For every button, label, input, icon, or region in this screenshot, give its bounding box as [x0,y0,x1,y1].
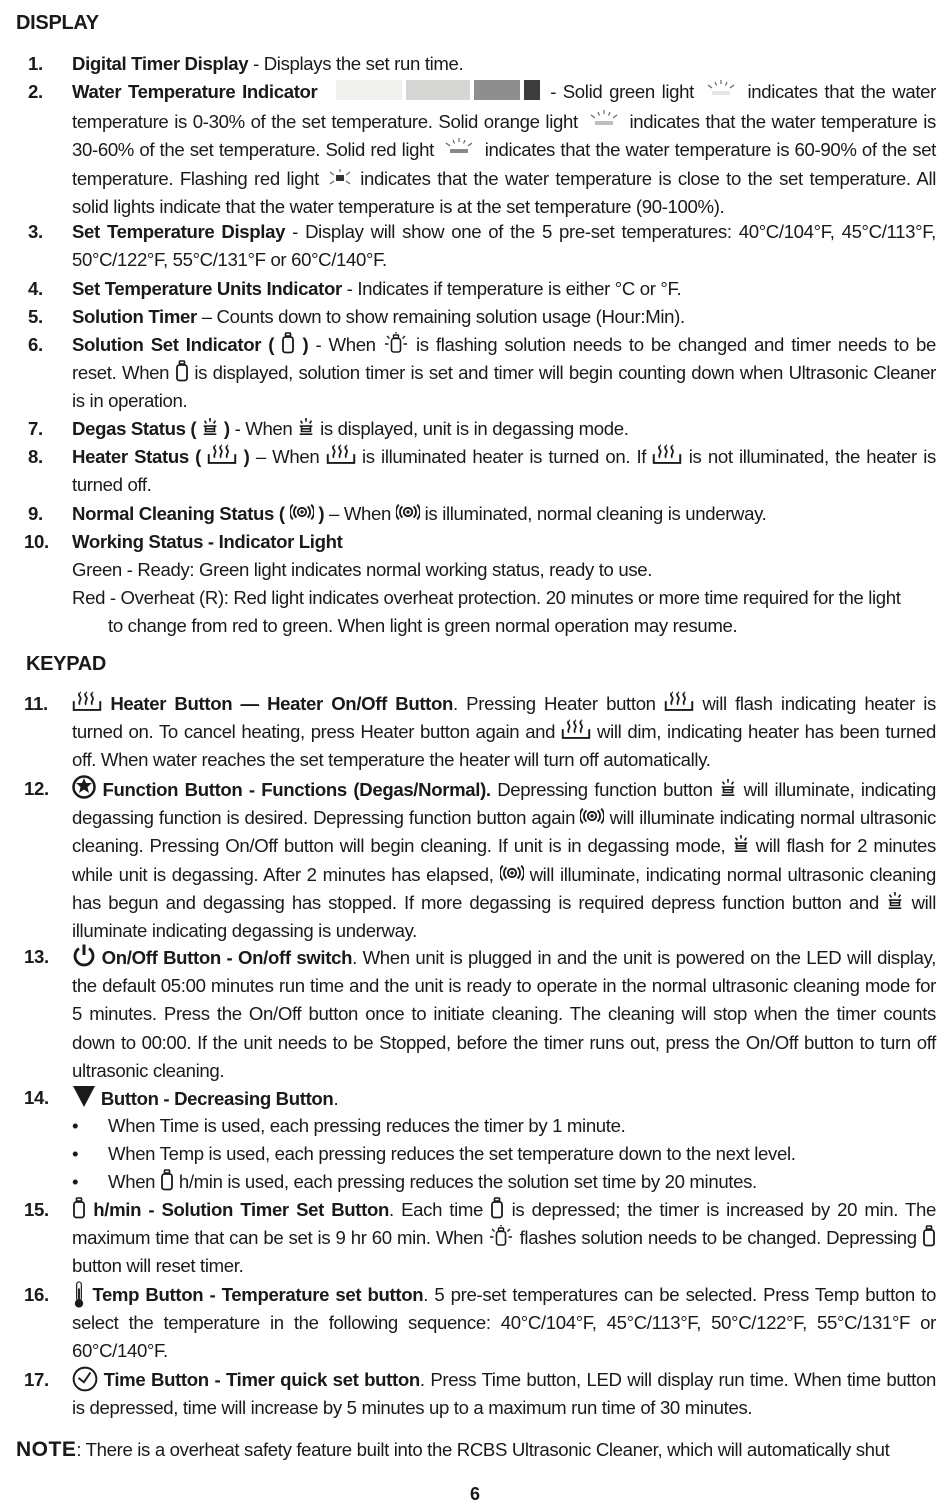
item-text: – When [249,446,320,467]
note [16,1436,936,1464]
solution-bottle-icon [490,1197,504,1219]
solution-flashing-icon [488,1225,514,1247]
degas-icon [201,416,219,438]
item-text: - Display will show one of the 5 pre-set temperatures: 40°C/104°F, 45°C/113°F, 50°C/122°F, 55°C/131°F or 60°C/140°F. [72,221,936,271]
item-number: 17. [24,1369,49,1390]
list-item-8 [28,443,936,499]
swatch-orange [406,80,470,100]
item-title: Solution Set Indicator ( [72,334,275,355]
item-text: - When [308,334,376,355]
degas-icon [886,890,904,912]
item-text: . When unit is plugged in and the unit is powered on the LED will display, the default 05:00 minutes run time and the unit is ready to operate in the normal ultrasonic cleaning mode for 5 minutes. Press the On/Off button once to initiate cleaning. The cleaning will stop when the timer counts down to 00:00. If the unit needs to be Stopped, before the timer runs out, press the On/Off button to turn off ultrasonic cleaning. [72,947,937,1081]
item-title: Heater Button — Heater On/Off Button [110,693,454,714]
item-title-end: ) [223,418,230,439]
degas-icon [732,833,750,855]
item-text: - When [229,418,293,439]
item-title-end: ) [318,503,325,524]
item-text: is flashing solution needs to be changed and timer needs to be reset. When [72,334,936,384]
item-text: indicates that the water temperature is 0-30% of the set temperature. Solid orange light [72,81,936,133]
solution-bottle-icon [281,332,295,354]
item-number: 12. [24,778,49,799]
heater-icon [652,444,682,466]
item-text: Green - Ready: Green light indicates normal working status, ready to use. [72,559,653,580]
thermometer-icon [72,1281,86,1309]
item-text: will illuminate indicating degassing is underway. [72,891,936,942]
bullet-dot-icon: • [72,1115,79,1136]
item-number: 8. [28,446,43,467]
bullet-dot-icon: • [72,1171,79,1192]
power-icon [72,943,96,967]
normal-cleaning-icon [396,501,420,523]
item-title: Working Status - Indicator Light [72,531,343,552]
note-label: NOTE [16,1438,77,1461]
list-item-12 [24,775,936,945]
item-number: 2. [28,81,43,102]
item-text: will illuminate, indicating normal ultrasonic cleaning has begun and degassing has stopped. If more degassing is required depress function button and [72,863,936,913]
solution-bottle-icon [922,1225,936,1247]
solution-bottle-icon [72,1197,86,1219]
solution-flashing-icon [383,332,409,354]
item-title: h/min - Solution Timer Set Button [93,1199,389,1220]
item-title-end: ) [243,446,250,467]
status-red-line [72,584,936,640]
item-number: 13. [24,946,49,967]
item-text: Depressing function button [497,779,713,800]
heater-icon [207,444,237,466]
heater-icon [72,691,102,713]
item-number: 4. [28,278,43,299]
item-number: 11. [24,693,48,714]
list-item-1 [28,50,936,78]
degas-icon [297,416,315,438]
item-text: h/min is used, each pressing reduces the solution set time by 20 minutes. [178,1171,757,1192]
item-title: Digital Timer Display [72,53,249,74]
item-number: 6. [28,334,43,355]
swatch-red [474,80,520,100]
item-text: indicates that the water temperature is 30-60% of the set temperature. Solid red light [72,111,937,161]
item-number: 7. [28,418,43,439]
list-item-17 [24,1366,936,1422]
red-light-icon [439,137,479,159]
item-text: . 5 pre-set temperatures can be selected. Press Temp button to select the temperature in the following sequence: 40°C/104°F, 45°C/113°F, 50°C/122°F, 55°C/131°F or 60°C/140°F. [72,1284,936,1362]
item-title: On/Off Button - On/off switch [101,947,353,968]
item-title: Heater Status ( [72,446,202,467]
item-title: Degas Status ( [72,418,197,439]
item-title: Solution Timer [72,306,197,327]
normal-cleaning-icon [580,805,604,827]
degas-icon [719,777,737,799]
item-number: 9. [28,503,43,524]
item-title: Function Button - Functions (Degas/Normal). [102,779,491,800]
item-text: - Indicates if temperature is either °C or °F. [341,278,682,299]
heater-icon [664,691,694,713]
bullet-dot-icon: • [72,1143,79,1164]
list-item-3 [28,218,936,274]
normal-cleaning-icon [500,862,524,884]
item-title: Time Button - Timer quick set button [103,1369,420,1390]
item-title: Water Temperature Indicator [72,81,318,102]
item-text: will flash indicating heater is turned on. To cancel heating, press Heater button again and [72,693,936,743]
item-text: . Each time [389,1199,484,1220]
item-number: 16. [24,1284,49,1305]
swatch-flashing-red [524,80,540,100]
item-number: 3. [28,221,43,242]
item-text: will flash for 2 minutes while unit is degassing. After 2 minutes has elapsed, [72,835,936,885]
list-item-5 [28,303,936,331]
swatch-green [336,80,402,100]
page-number: 6 [469,1484,480,1504]
list-item-6 [28,331,936,416]
item-text: - Solid green light [550,81,694,102]
item-text: . Press Time button, LED will display run time. When time button is depressed, time will increase by 5 minutes up to a maximum run time of 30 minutes. [72,1369,936,1419]
item-text: will illuminate, indicating degassing function is desired. Depressing function button again [72,779,936,829]
solution-bottle-icon [160,1169,174,1191]
list-item-11 [24,690,936,775]
item-text: flashes solution needs to be changed. Depressing [519,1227,917,1249]
normal-cleaning-icon [290,501,314,523]
item-text: – Counts down to show remaining solution usage (Hour:Min). [196,306,685,327]
item-text: – When [324,503,391,524]
item-text: is displayed, solution timer is set and timer will begin counting down when Ultrasonic Cleaner is in operation. [72,362,936,412]
list-item-2 [28,78,937,221]
clock-icon [72,1366,98,1392]
item-text: - Displays the set run time. [248,53,464,74]
item-text: . Pressing Heater button [453,693,656,714]
item-title: Button - Decreasing Button [100,1088,334,1109]
item-text: will dim, indicating heater has been turned off. When water reaches the set temperature the heater will turn off automatically. [72,721,936,771]
item-text: Red - Overheat (R): Red light indicates overheat protection. 20 minutes or more time required for the light [72,587,901,608]
list-item-4 [28,275,936,303]
item-title-end: ) [302,334,309,355]
list-item-14 [24,1084,936,1113]
list-item-9 [28,500,936,528]
item-text: button will reset timer. [72,1255,244,1277]
item-text: is illuminated heater is turned on. If [362,446,647,467]
decrease-triangle-icon [72,1084,96,1108]
flashing-red-light-icon [326,166,354,188]
item-title: Set Temperature Display [72,221,286,242]
item-title: Set Temperature Units Indicator [72,278,342,299]
item-number: 10. [24,531,49,552]
green-light-icon [701,79,741,101]
item-text: will illuminate indicating normal ultrasonic cleaning. Pressing On/Off button will begin cleaning. If unit is in degassing mode, [72,807,936,857]
note-text: : There is a overheat safety feature built into the RCBS Ultrasonic Cleaner, which will automatically shut [76,1439,890,1460]
item-text: is depressed; the timer is increased by 20 min. The maximum time that can be set is 9 hr 60 min. When [72,1199,936,1249]
function-icon [72,775,96,799]
item-number: 5. [28,306,43,327]
item-text-group [108,1168,757,1196]
item-text: is illuminated, normal cleaning is underway. [424,503,767,524]
solution-bottle-icon [175,360,189,382]
list-item-13 [24,943,937,1085]
item-text-continued: to change from red to green. When light is green normal operation may resume. [108,615,738,637]
item-title: Temp Button - Temperature set button [92,1284,424,1305]
item-number: 14. [24,1087,49,1108]
item-text: is not illuminated, the heater is turned off. [72,446,936,496]
item-text: When Temp is used, each pressing reduces the set temperature down to the next level. [108,1143,796,1164]
item-text: is displayed, unit is in degassing mode. [320,418,629,439]
item-title: Normal Cleaning Status ( [72,503,285,524]
list-item-10 [24,528,936,556]
item-number: 1. [28,53,43,74]
section-heading-keypad: KEYPAD [26,653,107,675]
item-text: When [108,1171,156,1192]
list-item-7 [28,415,936,443]
item-text: indicates that the water temperature is close to the set temperature. All solid lights indicate that the water temperature is at the set temperature (90-100%). [72,167,936,217]
item-text: When Time is used, each pressing reduces the timer by 1 minute. [108,1115,626,1136]
heater-icon [561,719,591,741]
temperature-indicator-swatches [336,80,544,108]
section-heading-display: DISPLAY [16,12,99,34]
item-text: indicates that the water temperature is 60-90% of the set temperature. Flashing red light [72,139,936,189]
item-text: . [333,1088,339,1109]
item-number: 15. [24,1199,49,1220]
heater-icon [326,444,356,466]
list-item-16 [24,1281,936,1366]
status-green-line [72,556,936,584]
orange-light-icon [584,109,624,131]
list-item-15 [24,1196,936,1281]
